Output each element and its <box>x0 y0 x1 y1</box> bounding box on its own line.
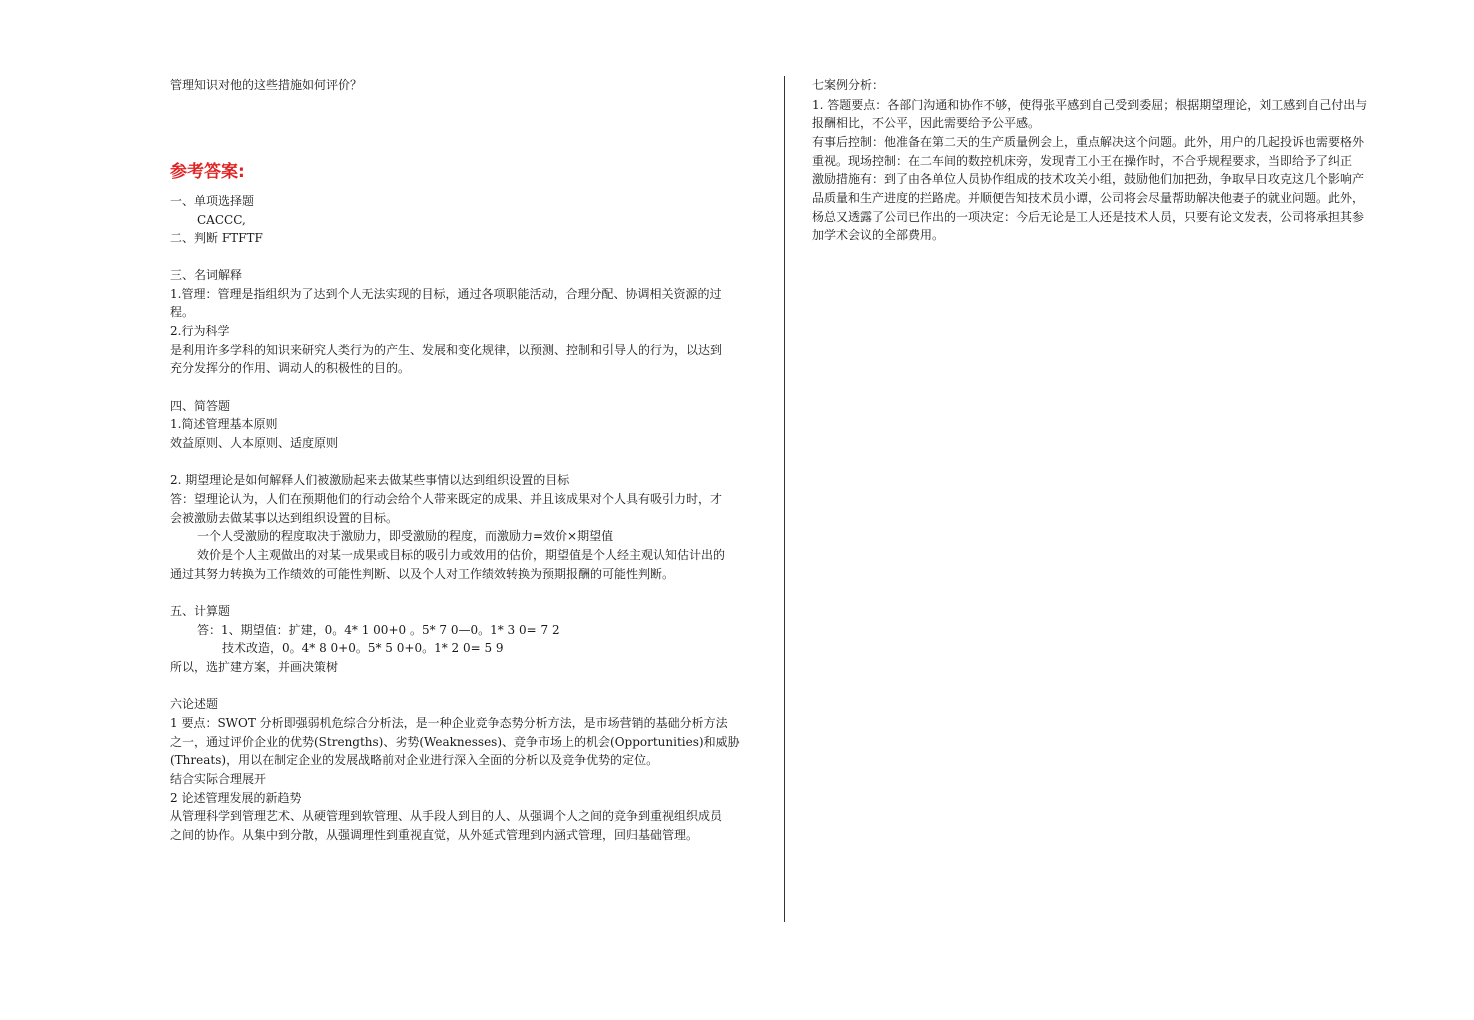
section-4-line: 1.简述管理基本原则 <box>170 417 278 431</box>
section-3-line: 是利用许多学科的知识来研究人类行为的产生、发展和变化规律，以预测、控制和引导人的行为，以达到 <box>170 343 723 357</box>
section-1-answer: CACCC, <box>197 213 246 227</box>
section-7-line: 杨总又透露了公司已作出的一项决定：今后无论是工人还是技术人员，只要有论文发表，公司将承担其参 <box>812 210 1365 224</box>
section-4-line: 通过其努力转换为工作绩效的可能性判断、以及个人对工作绩效转换为预期报酬的可能性判断。 <box>170 567 675 581</box>
section-6-line: 从管理科学到管理艺术、从硬管理到软管理、从手段人到目的人、从强调个人之间的竞争到重视组织成员 <box>170 809 723 823</box>
section-3-line: 充分发挥分的作用、调动人的积极性的目的。 <box>170 361 411 375</box>
section-7-line: 1. 答题要点：各部门沟通和协作不够，使得张平感到自己受到委屈；根据期望理论，刘工感到自己付出与 <box>812 98 1368 112</box>
section-6-line: 结合实际合理展开 <box>170 772 267 786</box>
section-4-line: 效益原则、人本原则、适度原则 <box>170 436 339 450</box>
column-divider <box>784 76 785 922</box>
section-4-line: 会被激励去做某事以达到组织设置的目标。 <box>170 511 399 525</box>
section-1-title: 一、单项选择题 <box>170 194 255 208</box>
question-tail: 管理知识对他的这些措施如何评价？ <box>170 78 363 92</box>
section-7-line: 加学术会议的全部费用。 <box>812 228 945 242</box>
section-6-line: 2 论述管理发展的新趋势 <box>170 791 302 805</box>
section-7-line: 报酬相比，不公平，因此需要给予公平感。 <box>812 116 1041 130</box>
section-3-line: 1.管理：管理是指组织为了达到个人无法实现的目标，通过各项职能活动，合理分配、协调相关资源的过 <box>170 287 722 301</box>
answer-heading: 参考答案: <box>170 162 245 182</box>
section-5-line: 技术改造，0。4* 8 0+0。5* 5 0+0。1* 2 0= 5 9 <box>222 641 504 655</box>
section-3-title: 三、名词解释 <box>170 268 243 282</box>
section-5-line: 所以，选扩建方案，并画决策树 <box>170 660 339 674</box>
section-3-line: 2.行为科学 <box>170 324 230 338</box>
section-6-line: (Threats)，用以在制定企业的发展战略前对企业进行深入全面的分析以及竞争优势的定位。 <box>170 753 659 767</box>
section-4-line: 效价是个人主观做出的对某一成果或目标的吸引力或效用的估价，期望值是个人经主观认知估计出的 <box>197 548 726 562</box>
section-6-line: 之一，通过评价企业的优势(Strengths)、劣势(Weaknesses)、竞争市场上的机会(Opportunities)和威胁 <box>170 735 740 749</box>
section-7-line: 重视。现场控制：在二车间的数控机床旁，发现青工小王在操作时，不合乎规程要求，当即给予了纠正 <box>812 154 1353 168</box>
section-4-line: 2. 期望理论是如何解释人们被激励起来去做某些事情以达到组织设置的目标 <box>170 473 570 487</box>
section-6-line: 之间的协作。从集中到分散，从强调理性到重视直觉，从外延式管理到内涵式管理，回归基础管理。 <box>170 828 699 842</box>
section-7-line: 有事后控制：他准备在第二天的生产质量例会上，重点解决这个问题。此外，用户的几起投诉也需要格外 <box>812 135 1365 149</box>
section-6-title: 六论述题 <box>170 697 219 711</box>
section-4-line: 一个人受激励的程度取决于激励力，即受激励的程度，而激励力=效价×期望值 <box>197 529 614 543</box>
section-7-title: 七案例分析： <box>812 78 885 92</box>
section-6-line: 1 要点：SWOT 分析即强弱机危综合分析法，是一种企业竞争态势分析方法，是市场营销的基础分析方法 <box>170 716 728 730</box>
section-5-line: 答：1、期望值：扩建，0。4* 1 00+0 。5* 7 0—0。1* 3 0= 7 2 <box>197 623 560 637</box>
section-4-title: 四、简答题 <box>170 399 231 413</box>
section-4-line: 答：望理论认为，人们在预期他们的行动会给个人带来既定的成果、并且该成果对个人具有吸引力时，才 <box>170 492 723 506</box>
section-5-title: 五、计算题 <box>170 604 231 618</box>
section-3-line: 程。 <box>170 305 195 319</box>
section-7-line: 激励措施有：到了由各单位人员协作组成的技术攻关小组，鼓励他们加把劲，争取早日攻克这几个影响产 <box>812 172 1365 186</box>
section-7-line: 品质量和生产进度的拦路虎。并顺便告知技术员小谭，公司将会尽量帮助解决他妻子的就业问题。此外， <box>812 191 1365 205</box>
section-2-title: 二、判断 FTFTF <box>170 231 263 245</box>
